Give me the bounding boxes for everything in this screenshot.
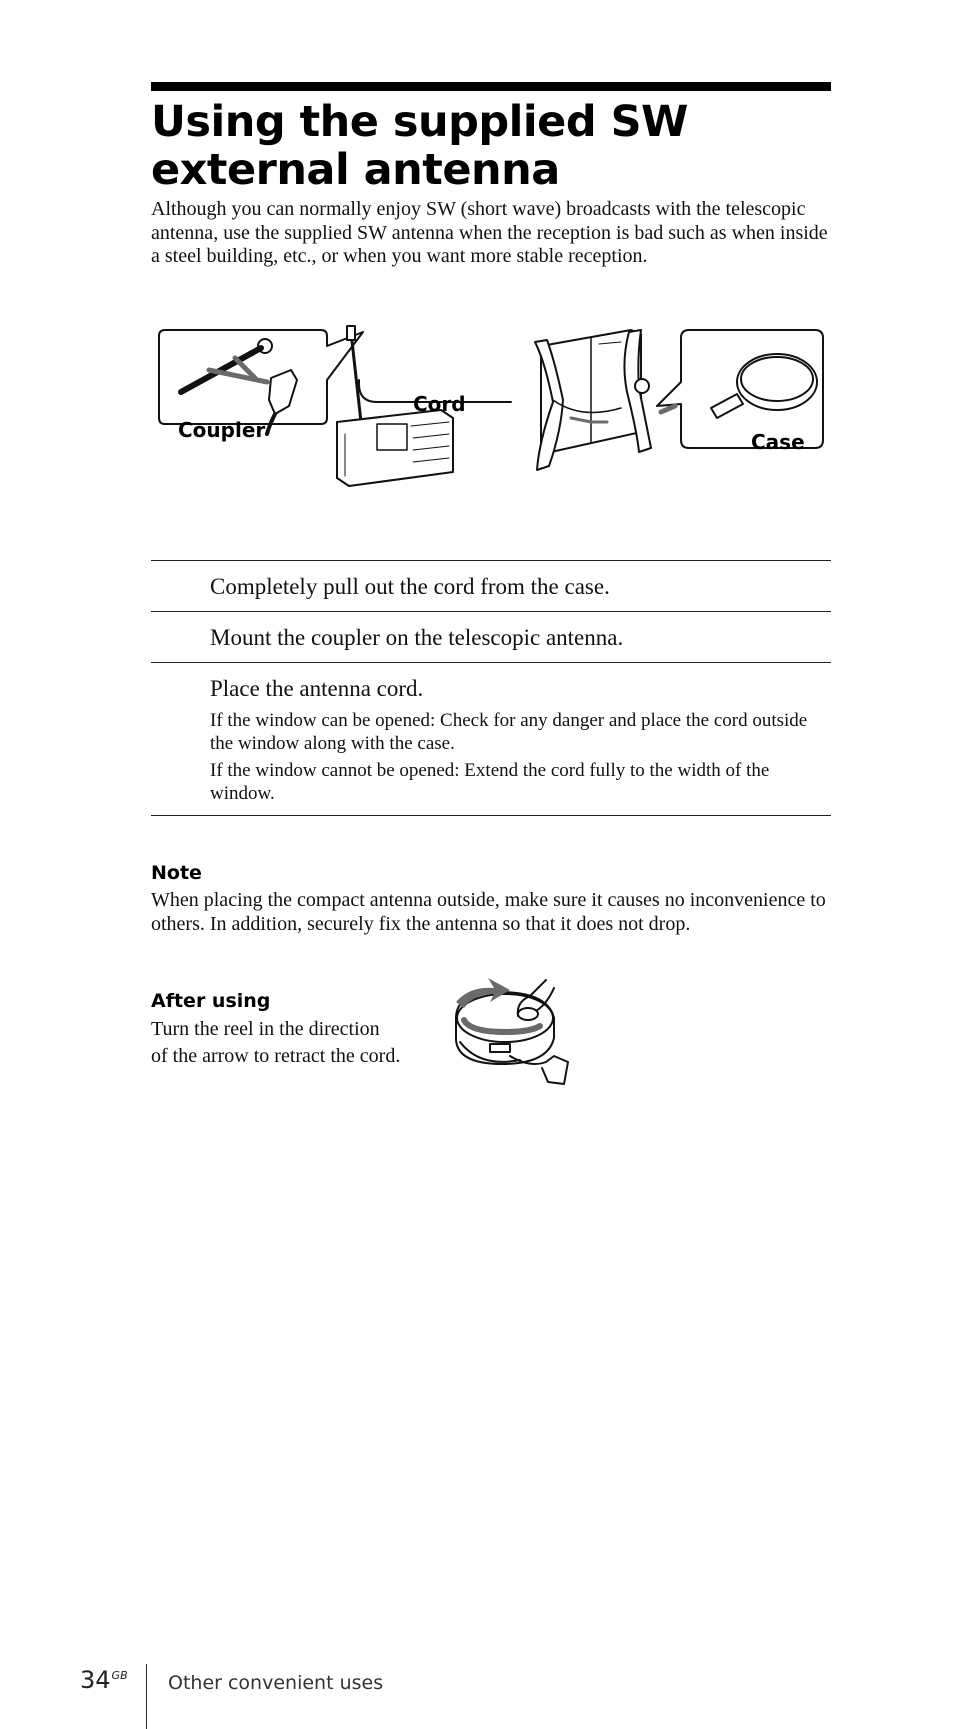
after-using-body (151, 1016, 451, 1070)
steps-list (151, 560, 831, 816)
step-text: Place the antenna cord. (210, 676, 424, 701)
footer-divider (146, 1664, 147, 1729)
reel-illustration (450, 972, 580, 1096)
page-title: Using the supplied SW external antenna (151, 97, 688, 195)
page-number (80, 1666, 128, 1694)
step-text: Completely pull out the cord from the case. (210, 574, 610, 599)
page-language-suffix: GB (111, 1669, 128, 1682)
case-label: Case (751, 430, 805, 454)
step-2 (151, 611, 831, 662)
step-detail: If the window cannot be opened: Extend the cord fully to the width of the window. (210, 760, 770, 804)
case-pull-arrow (661, 406, 675, 412)
coupler-arrow-1 (209, 370, 267, 382)
page-number-value: 34 (80, 1666, 111, 1694)
coupler-clip (269, 370, 297, 414)
after-using-heading: After using (151, 990, 271, 1012)
radio-body (337, 410, 453, 486)
radio-antenna (351, 332, 361, 422)
coupler-label: Coupler (178, 418, 266, 442)
footer-section-name: Other convenient uses (168, 1672, 384, 1694)
step-detail: If the window can be opened: Check for any danger and place the cord outside the window along with the case. (210, 710, 808, 754)
coupler-callout (159, 330, 363, 424)
antenna-setup-illustration (151, 322, 831, 536)
step-text: Mount the coupler on the telescopic antenna. (210, 625, 624, 650)
after-using-line: of the arrow to retract the cord. (151, 1045, 401, 1067)
intro-paragraph: Although you can normally enjoy SW (short wave) broadcasts with the telescopic antenna, use the supplied SW antenna when the reception is bad such as when inside a steel building, etc., or when you want more stable reception. (151, 198, 828, 267)
after-using-line: Turn the reel in the direction (151, 1018, 380, 1040)
step-1 (151, 560, 831, 611)
title-rule (151, 82, 831, 91)
note-heading: Note (151, 862, 202, 884)
note-body: When placing the compact antenna outside, make sure it causes no inconvenience to others. In addition, securely fix the antenna so that it does not drop. (151, 889, 826, 935)
cord-label: Cord (413, 392, 466, 416)
reel-cord (510, 1056, 568, 1084)
step-3 (151, 662, 831, 816)
